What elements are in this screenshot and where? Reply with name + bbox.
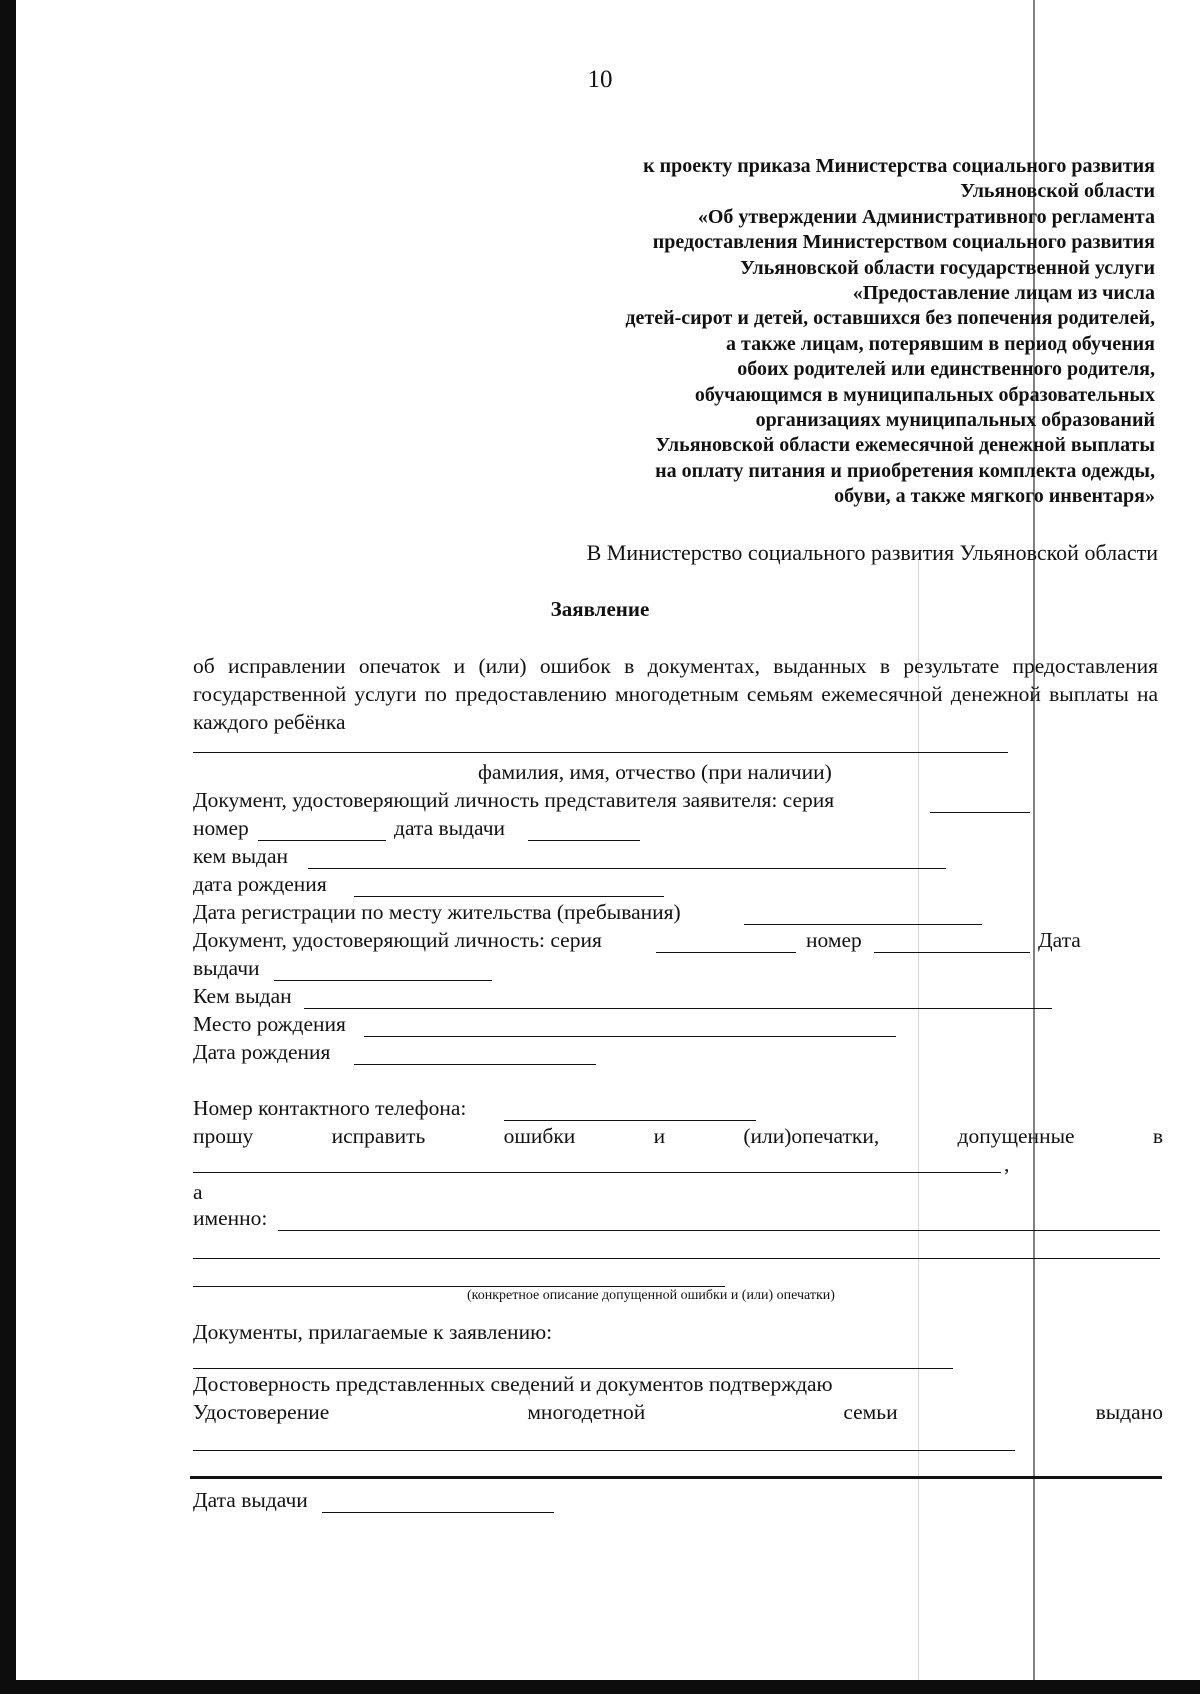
- certificate-word: Удостоверение: [193, 1400, 330, 1424]
- header-line: Ульяновской области ежемесячной денежной выплаты: [655, 434, 1155, 457]
- request-word: (или)опечатки,: [743, 1124, 880, 1148]
- issued-by-label-2: Кем выдан: [193, 984, 292, 1008]
- phone-blank[interactable]: [504, 1120, 756, 1121]
- number-blank[interactable]: [258, 840, 386, 841]
- phone-label: Номер контактного телефона:: [193, 1096, 467, 1120]
- addressee: В Министерство социального развития Ульяновской области: [586, 540, 1158, 565]
- issue-date-label: дата выдачи: [394, 816, 506, 840]
- birth-place-blank[interactable]: [364, 1036, 896, 1037]
- attached-docs-blank[interactable]: [193, 1368, 953, 1369]
- issued-by-blank-2[interactable]: [304, 1008, 1052, 1009]
- doc-number-label: номер: [806, 928, 862, 952]
- doc-date-label: Дата: [1038, 928, 1081, 952]
- number-label: номер: [193, 816, 249, 840]
- request-word: и: [653, 1124, 666, 1148]
- birth-date-label: дата рождения: [193, 872, 327, 896]
- birth-place-label: Место рождения: [193, 1012, 346, 1036]
- issue-date-blank[interactable]: [528, 840, 640, 841]
- description-blank-2[interactable]: [193, 1286, 725, 1287]
- header-line: «Об утверждении Административного регламента: [697, 205, 1155, 228]
- header-line: обучающимся в муниципальных образовательных: [694, 383, 1155, 406]
- header-line: к проекту приказа Министерства социального развития: [643, 155, 1155, 177]
- intro-paragraph: об исправлении опечаток и (или) ошибок в документах, выданных в результате предоставления государственной услуги по предоставлению многодетным семьям ежемесячной денежной выплаты на каждого ребёнка: [193, 654, 1158, 734]
- certificate-issuer-blank[interactable]: [193, 1450, 1015, 1451]
- doc-issue-date-blank[interactable]: [274, 980, 492, 981]
- request-word: ошибки: [503, 1124, 576, 1148]
- issue-date-label-2: Дата выдачи: [193, 1488, 308, 1512]
- description-blank-1[interactable]: [193, 1258, 1160, 1259]
- request-word: прошу: [193, 1124, 254, 1148]
- page-number: 10: [587, 66, 613, 93]
- header-block: [475, 154, 1155, 510]
- rep-doc-label: Документ, удостоверяющий личность представителя заявителя: серия: [193, 788, 835, 812]
- header-line: детей-сирот и детей, оставшихся без попечения родителей,: [625, 307, 1155, 330]
- confirm-statement: Достоверность представленных сведений и документов подтверждаю: [193, 1372, 833, 1396]
- comma: ,: [1004, 1152, 1010, 1176]
- header-line: Ульяновской области: [960, 180, 1155, 203]
- namely-label: именно:: [193, 1206, 268, 1230]
- separator-rule: [190, 1476, 1162, 1479]
- certificate-line: [193, 1400, 1163, 1425]
- issue-label: выдачи: [193, 956, 260, 980]
- error-caption: (конкретное описание допущенной ошибки и (или) опечатки): [467, 1288, 835, 1303]
- issued-by-label: кем выдан: [193, 844, 289, 868]
- header-line: обуви, а также мягкого инвентаря»: [834, 485, 1155, 508]
- registration-date-label: Дата регистрации по месту жительства (пребывания): [193, 900, 681, 924]
- fio-blank[interactable]: [193, 752, 1008, 753]
- doc-series-label: Документ, удостоверяющий личность: серия: [193, 928, 602, 952]
- header-line: а также лицам, потерявшим в период обучения: [726, 332, 1155, 355]
- birth-date-blank-2[interactable]: [354, 1064, 596, 1065]
- namely-blank[interactable]: [278, 1230, 1160, 1231]
- scan-border-bottom: [0, 1680, 1200, 1694]
- a-word: а: [193, 1180, 203, 1204]
- header-line: организациях муниципальных образований: [755, 409, 1155, 432]
- header-line: обоих родителей или единственного родителя,: [737, 358, 1155, 381]
- scan-border-left: [0, 0, 16, 1694]
- rep-series-blank[interactable]: [930, 812, 1030, 813]
- header-line: «Предоставление лицам из числа: [852, 282, 1155, 305]
- certificate-word: выдано: [1095, 1400, 1163, 1424]
- header-line: Ульяновской области государственной услуги: [740, 256, 1155, 279]
- birth-date-blank[interactable]: [354, 896, 664, 897]
- doc-number-blank[interactable]: [874, 952, 1030, 953]
- request-line: [193, 1124, 1163, 1149]
- request-word: в: [1152, 1124, 1163, 1148]
- header-line: на оплату питания и приобретения комплекта одежды,: [655, 459, 1155, 482]
- doc-series-blank[interactable]: [656, 952, 796, 953]
- request-word: исправить: [331, 1124, 426, 1148]
- registration-date-blank[interactable]: [744, 924, 982, 925]
- error-location-blank[interactable]: [193, 1172, 1001, 1173]
- certificate-word: многодетной: [527, 1400, 646, 1424]
- issued-by-blank[interactable]: [308, 868, 946, 869]
- issue-date-blank-2[interactable]: [322, 1512, 554, 1513]
- request-word: допущенные: [957, 1124, 1075, 1148]
- fio-caption: фамилия, имя, отчество (при наличии): [478, 760, 832, 784]
- birth-date-label-2: Дата рождения: [193, 1040, 331, 1064]
- header-line: предоставления Министерством социального развития: [652, 231, 1155, 254]
- certificate-word: семьи: [843, 1400, 898, 1424]
- attached-docs-label: Документы, прилагаемые к заявлению:: [193, 1320, 553, 1344]
- document-title: Заявление: [550, 597, 650, 621]
